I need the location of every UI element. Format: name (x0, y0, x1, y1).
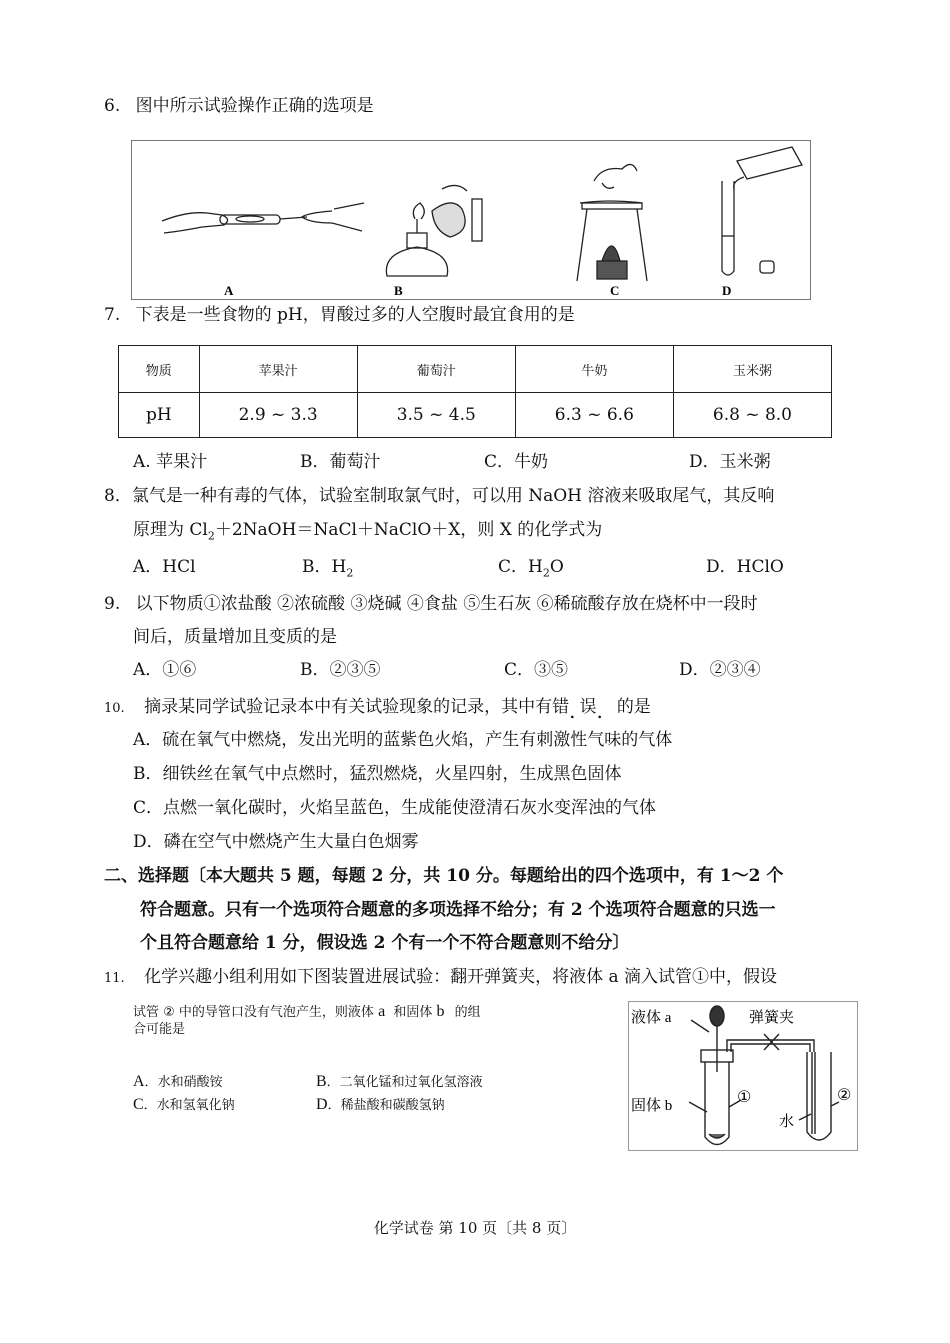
table-cell: 3.5 ~ 4.5 (357, 393, 515, 438)
q9-option-d: D．②③④ (679, 660, 761, 680)
q11-option-d-text: ．稀盐酸和碳酸氢钠 (327, 1098, 445, 1113)
section2-line3: 个且符合题意给 1 分，假设选 2 个有一个不符合题意则不给分〕 (140, 933, 630, 953)
q11-line1 (104, 966, 777, 990)
section2-line2: 符合题意。只有一个选项符合题意的多项选择不给分；有 2 个选项符合题意的只选一 (140, 900, 776, 920)
q11-option-b-text: ．二氧化锰和过氧化氢溶液 (326, 1075, 483, 1090)
q11-line2-part-b: 和固体 (393, 1005, 433, 1020)
q11-option-c-letter: C (133, 1096, 144, 1113)
q11-option-a-letter: A (133, 1073, 145, 1090)
q11-line2 (133, 1003, 481, 1022)
q8-option-d: D．HClO (706, 557, 784, 577)
q11-var-b: b (436, 1003, 445, 1020)
q8-option-c-post: O (549, 557, 564, 577)
table-header-cell: 苹果汁 (199, 346, 357, 393)
q11-option-d (316, 1096, 445, 1115)
q7-option-a: A. 苹果汁 (133, 452, 208, 472)
label-tube-2: ② (837, 1087, 852, 1104)
apparatus-drawing (689, 1006, 839, 1145)
q11-option-a-text: ．水和硝酸铵 (144, 1075, 223, 1090)
q11-option-d-letter: D (316, 1096, 328, 1113)
q10-line: 10. 摘录某同学试验记录本中有关试验现象的记录，其中有错. 误. 的是 (104, 697, 651, 723)
q7-option-c: C．牛奶 (484, 452, 549, 472)
q7-text: 下表是一些食物的 pH，胃酸过多的人空腹时最宜食用的是 (135, 305, 575, 325)
q6-text: 图中所示试验操作正确的选项是 (135, 96, 374, 116)
q10-option-c: C．点燃一氧化碳时，火焰呈蓝色，生成能使澄清石灰水变浑浊的气体 (133, 798, 657, 818)
q9-option-a: A．①⑥ (133, 660, 197, 680)
q9-line1 (104, 593, 758, 615)
ph-table-header-row (119, 346, 832, 393)
q11-option-b (316, 1073, 483, 1092)
q6-number: 6. (104, 96, 121, 116)
q10-text-pre: 摘录某同学试验记录本中有关试验现象的记录，其中有 (144, 697, 553, 717)
section2-line1: 二、选择题〔本大题共 5 题，每题 2 分，共 10 分。每题给出的四个选项中，有 1～2 个 (104, 866, 784, 886)
q11-line2-part-c: 的组 (454, 1005, 481, 1020)
figure-a-drawing (162, 203, 364, 233)
q6-line (104, 95, 374, 117)
q7-option-d: D．玉米粥 (689, 452, 771, 472)
figure-label-b: B (394, 283, 403, 298)
q11-option-c (133, 1096, 235, 1115)
table-header-cell: 玉米粥 (673, 346, 831, 393)
label-liquid-a: 液体 a (631, 1010, 672, 1026)
q11-number: 11. (104, 971, 125, 986)
q8-option-c-sub: 2 (542, 566, 550, 580)
q10-option-b: B．细铁丝在氧气中点燃时，猛烈燃烧，火星四射，生成黑色固体 (133, 764, 622, 784)
ph-table-value-row (119, 393, 832, 438)
figure-c-drawing (577, 164, 647, 281)
q10-number: 10. (104, 701, 125, 716)
q10-text-post: 的是 (616, 697, 651, 717)
label-solid-b: 固体 b (631, 1098, 673, 1114)
q9-option-b: B．②③⑤ (300, 660, 381, 680)
table-header-cell: 物质 (119, 346, 200, 393)
q8-option-b-sub: 2 (346, 566, 354, 580)
q8-option-a: A．HCl (133, 557, 196, 577)
label-tube-1: ① (737, 1089, 752, 1106)
q6-figure-drawing (132, 141, 810, 299)
figure-label-a: A (224, 283, 234, 298)
label-spring-clip: 弹簧夹 (749, 1010, 795, 1026)
q11-figure-drawing (629, 1002, 857, 1150)
q8-option-b-text: B．H (302, 557, 347, 577)
q9-number: 9. (104, 594, 121, 614)
q8-line2-sub: 2 (207, 529, 215, 543)
q11-figure (628, 1001, 858, 1151)
q8-option-b (302, 556, 353, 584)
figure-label-d: D (722, 283, 732, 298)
q10-emphasis-1: 错 (552, 697, 570, 717)
table-header-cell: 葡萄汁 (357, 346, 515, 393)
q10-option-a: A．硫在氧气中燃烧，发出光明的蓝紫色火焰，产生有刺激性气味的气体 (133, 730, 673, 750)
figure-label-c: C (610, 283, 620, 298)
table-header-cell: 牛奶 (515, 346, 673, 393)
q9-line2: 间后，质量增加且变质的是 (133, 627, 337, 647)
ph-table (118, 345, 832, 438)
table-cell: 6.3 ~ 6.6 (515, 393, 673, 438)
table-cell: pH (119, 393, 200, 438)
figure-d-drawing (722, 147, 802, 275)
q7-line (104, 304, 575, 326)
q11-option-c-text: ．水和氢氧化钠 (143, 1098, 235, 1113)
q8-line2-pre: 原理为 Cl (133, 520, 208, 540)
q11-var-a: a (378, 1003, 386, 1020)
q8-line2-post: ＋2NaOH＝NaCl＋NaClO＋X，则 X 的化学式为 (214, 520, 603, 540)
q10-option-d: D．磷在空气中燃烧产生大量白色烟雾 (133, 832, 419, 852)
q7-number: 7. (104, 305, 121, 325)
q8-option-c (498, 556, 564, 584)
label-water: 水 (779, 1114, 795, 1130)
q9-text: 以下物质①浓盐酸 ②浓硫酸 ③烧碱 ④食盐 ⑤生石灰 ⑥稀硫酸存放在烧杯中一段时 (135, 594, 758, 614)
q11-text: 化学兴趣小组利用如下图装置进展试验：翻开弹簧夹，将液体 a 滴入试管①中，假设 (144, 967, 778, 987)
q6-figure (131, 140, 811, 300)
q7-option-b: B．葡萄汁 (300, 452, 381, 472)
q8-line2 (133, 519, 602, 547)
table-cell: 6.8 ~ 8.0 (673, 393, 831, 438)
q8-line1: 8．氯气是一种有毒的气体，试验室制取氯气时，可以用 NaOH 溶液来吸取尾气，其反响 (104, 486, 775, 506)
q9-option-c: C．③⑤ (504, 660, 569, 680)
q11-option-b-letter: B (316, 1073, 327, 1090)
q10-emphasis-2: 误 (579, 697, 597, 717)
page-footer: 化学试卷 第 10 页〔共 8 页〕 (373, 1219, 577, 1237)
q11-line2-part-a: 试管 ② 中的导管口没有气泡产生，则液体 (133, 1005, 374, 1020)
q8-option-c-text: C．H (498, 557, 543, 577)
q11-line3: 合可能是 (133, 1022, 186, 1037)
figure-b-drawing (386, 185, 482, 276)
q11-option-a (133, 1073, 223, 1092)
table-cell: 2.9 ~ 3.3 (199, 393, 357, 438)
